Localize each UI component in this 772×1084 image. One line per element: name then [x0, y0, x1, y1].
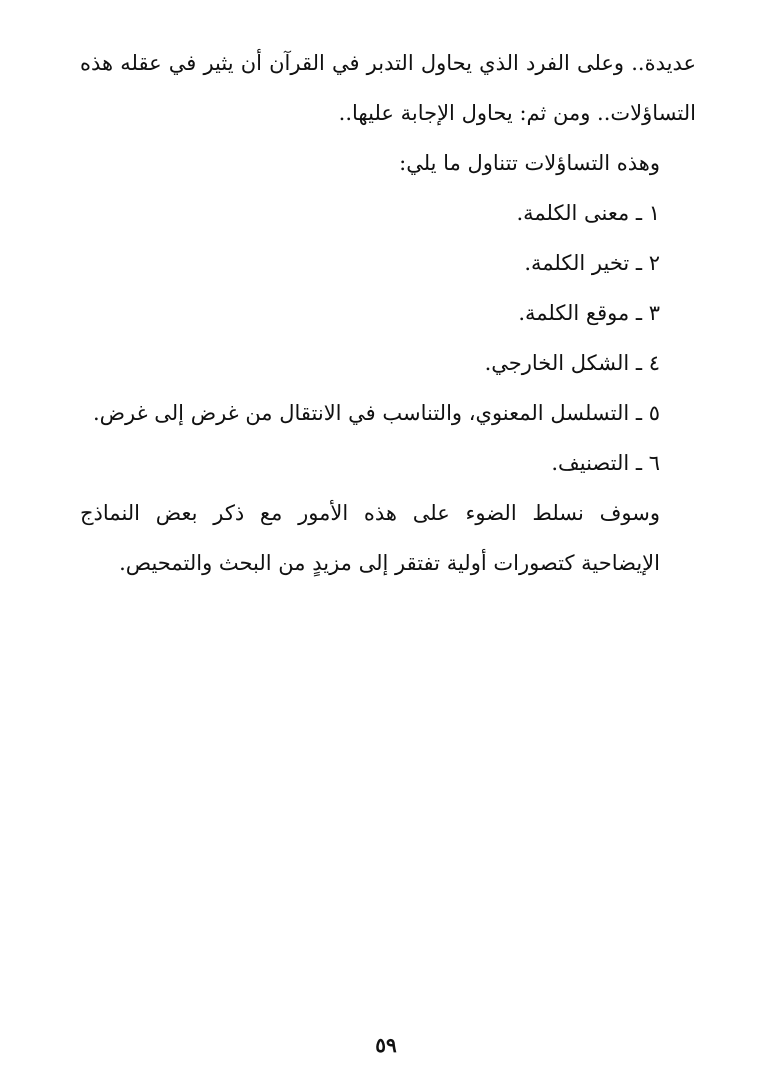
page-number: ٥٩: [375, 1033, 397, 1057]
list-item-4: ٤ ـ الشكل الخارجي.: [484, 351, 660, 375]
list-item-3: ٣ ـ موقع الكلمة.: [518, 301, 660, 325]
list-item-2: ٢ ـ تخير الكلمة.: [524, 251, 660, 275]
intro-paragraph: عديدة.. وعلى الفرد الذي يحاول التدبر في القرآن أن يثير في عقله هذه التساؤلات.. ومن ثم: يحاول الإجابة عليها..: [80, 51, 696, 125]
closing-paragraph: وسوف نسلط الضوء على هذه الأمور مع ذكر بعض النماذج الإيضاحية كتصورات أولية تفتقر إلى مزيدٍ من البحث والتمحيص.: [80, 501, 660, 575]
page-body: [80, 38, 696, 588]
list-intro: وهذه التساؤلات تتناول ما يلي:: [399, 151, 660, 175]
list-item-5: ٥ ـ التسلسل المعنوي، والتناسب في الانتقال من غرض إلى غرض.: [92, 401, 660, 425]
list-item-6: ٦ ـ التصنيف.: [551, 451, 660, 475]
list-item-1: ١ ـ معنى الكلمة.: [516, 201, 660, 225]
